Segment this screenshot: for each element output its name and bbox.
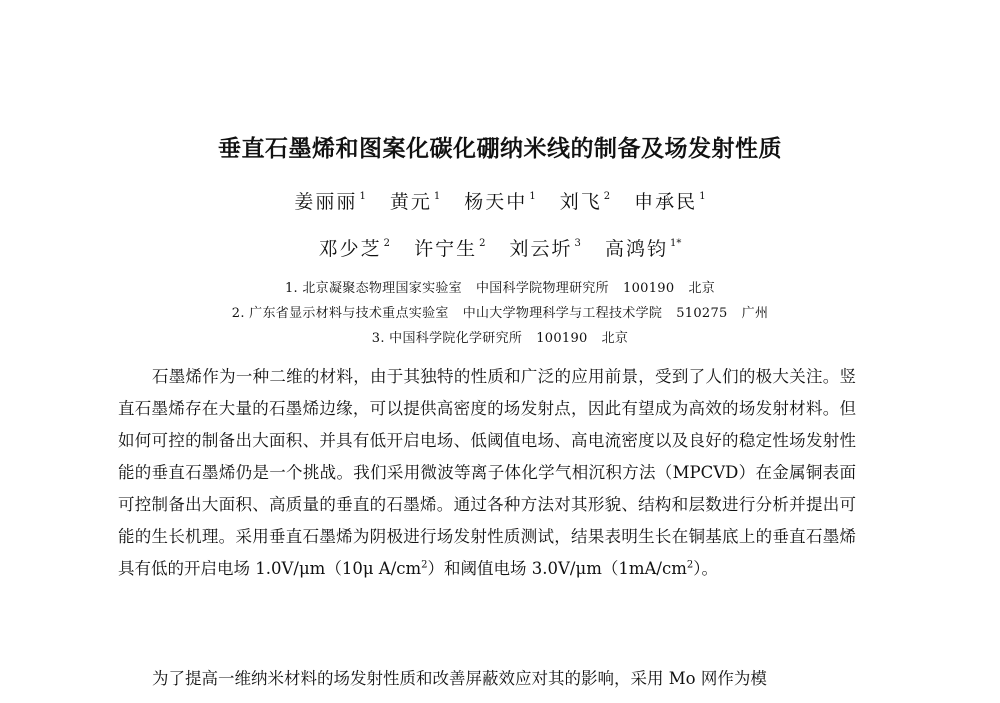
author: 姜丽丽 $^1$	[294, 191, 366, 213]
paper-title: 垂直石墨烯和图案化碳化硼纳米线的制备及场发射性质	[218, 136, 782, 162]
author: 杨天中 $^1$	[464, 191, 536, 213]
affiliation-3: 3. 中国科学院化学研究所 100190 北京	[371, 331, 629, 346]
author-list-row-2	[0, 234, 1000, 261]
abstract-paragraph-1: 石墨烯作为一种二维的材料，由于其独特的性质和广泛的应用前景，受到了人们的极大关注。竖直石墨烯存在大量的石墨烯边缘，可以提供高密度的场发射点，因此有望成为高效的场发射材料。但如何可控的制备出大面积、并具有低开启电场、低阈值电场、高电流密度以及良好的稳定性场发射性能的垂直石墨烯仍是一个挑战。我们采用微波等离子体化学气相沉积方法（MPCVD）在金属铜表面可控制备出大面积、高质量的垂直的石墨烯。通过各种方法对其形貌、结构和层数进行分析并提出可能的生长机理。采用垂直石墨烯为阴极进行场发射性质测试，结果表明生长在铜基底上的垂直石墨烯具有低的开启电场 1.0V/μm（10μ $A/cm^2$）和阈值电场 $3.0V/\mu m(1mA/cm^2)$。	[118, 367, 856, 578]
author: 刘飞 $^2$	[559, 191, 611, 213]
author: 刘云圻 $^3$	[509, 238, 581, 260]
affiliation-2: 2. 广东省显示材料与技术重点实验室 中山大学物理科学与工程技术学院 510275 广州	[231, 306, 769, 321]
author: 申承民 $^1$	[634, 191, 706, 213]
author: 邓少芝 $^2$	[318, 238, 391, 260]
author-list-row-1	[0, 187, 1000, 214]
abstract-paragraph-2: 为了提高一维纳米材料的场发射性质和改善屏蔽效应对其的影响，采用 Mo 网作为模	[152, 669, 767, 688]
author: 许宁生 $^2$	[414, 238, 486, 260]
author: 黄元 $^1$	[389, 191, 441, 213]
affiliation-1: 1. 北京凝聚态物理国家实验室 中国科学院物理研究所 100190 北京	[284, 281, 716, 296]
author: 高鸿钧 $^{1*}$	[604, 238, 682, 260]
